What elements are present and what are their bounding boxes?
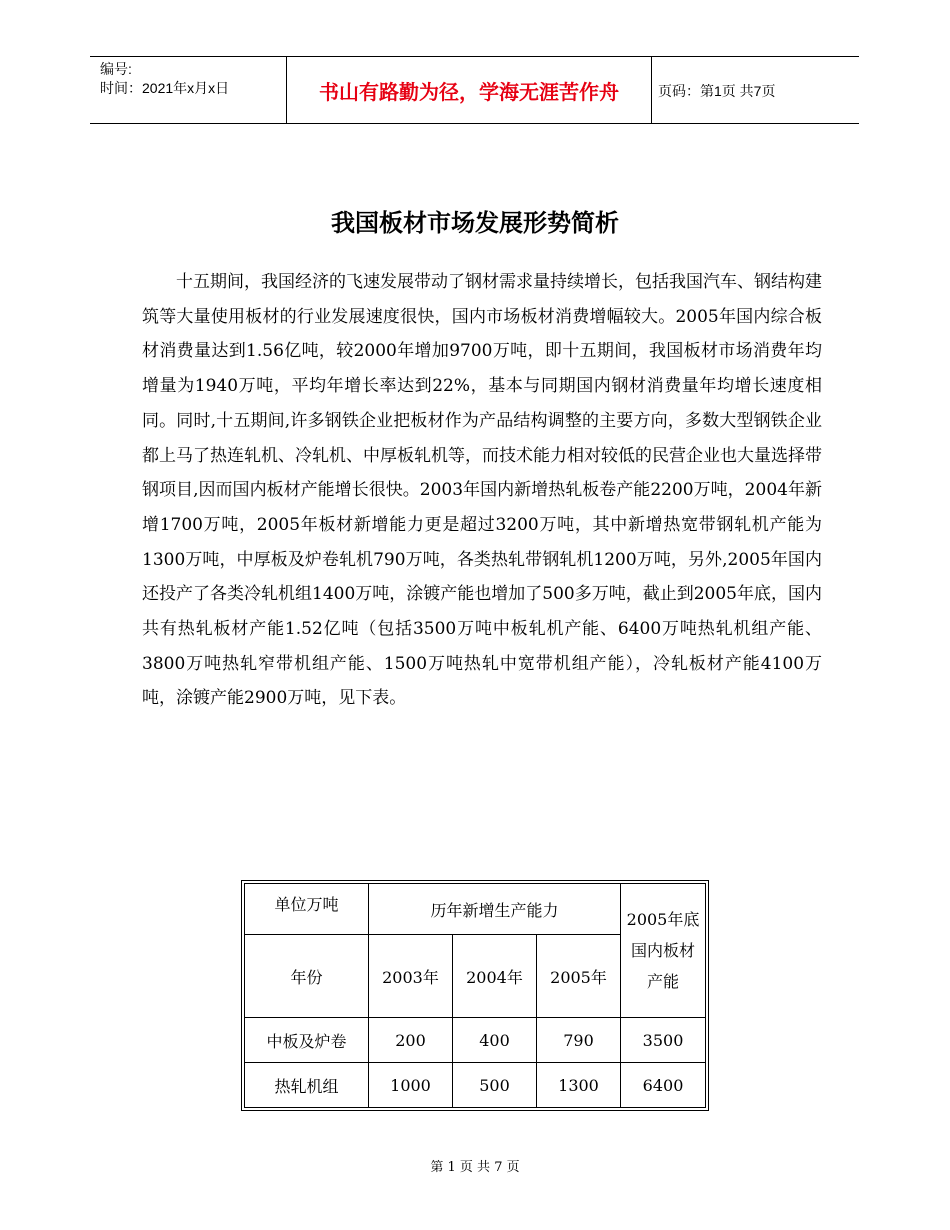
row-name-cell: 热轧机组	[245, 1063, 369, 1108]
table-row	[245, 1018, 706, 1063]
body-paragraph: 十五期间，我国经济的飞速发展带动了钢材需求量持续增长，包括我国汽车、钢结构建筑等大量使用板材的行业发展速度很快，国内市场板材消费增幅较大。2005年国内综合板材消费量达到1.56亿吨，较2000年增加9700万吨，即十五期间，我国板材市场消费年均增量为1940万吨，平均年增长率达到22%，基本与同期国内钢材消费量年均增长速度相同。同时,十五期间,许多钢铁企业把板材作为产品结构调整的主要方向，多数大型钢铁企业都上马了热连轧机、冷轧机、中厚板轧机等，而技术能力相对较低的民营企业也大量选择带钢项目,因而国内板材产能增长很快。2003年国内新增热轧板卷产能2200万吨，2004年新增1700万吨，2005年板材新增能力更是超过3200万吨，其中新增热宽带钢轧机产能为1300万吨，中厚板及炉卷轧机790万吨，各类热轧带钢轧机1200万吨，另外,2005年国内还投产了各类冷轧机组1400万吨，涂镀产能也增加了500多万吨，截止到2005年底，国内共有热轧板材产能1.52亿吨（包括3500万吨中板轧机产能、6400万吨热轧机组产能、3800万吨热轧窄带机组产能、1500万吨热轧中宽带机组产能），冷轧板材产能4100万吨，涂镀产能2900万吨，见下表。	[142, 272, 822, 709]
value-cell: 200	[369, 1018, 453, 1063]
value-cell: 400	[453, 1018, 537, 1063]
total-header-line: 产能	[647, 972, 680, 991]
value-cell: 500	[453, 1063, 537, 1108]
header-page-info: 页码：第1页 共7页	[658, 83, 776, 99]
page-footer: 第 1 页 共 7 页	[430, 1160, 520, 1175]
year-cell: 2003年	[369, 935, 453, 1018]
new-capacity-header: 历年新增生产能力	[369, 884, 621, 935]
page-header	[90, 56, 859, 124]
value-cell: 3500	[621, 1018, 706, 1063]
year-label-cell: 年份	[245, 935, 369, 1018]
document-time: 时间：2021年x月x日	[100, 80, 230, 96]
document-number-label: 编号:	[100, 61, 132, 77]
total-capacity-header	[621, 884, 706, 1018]
capacity-table	[244, 883, 706, 1108]
header-motto: 书山有路勤为径，学海无涯苦作舟	[286, 57, 652, 123]
year-cell: 2005年	[537, 935, 621, 1018]
row-name-cell: 中板及炉卷	[245, 1018, 369, 1063]
value-cell: 1000	[369, 1063, 453, 1108]
value-cell: 1300	[537, 1063, 621, 1108]
total-header-line: 国内板材	[631, 941, 696, 960]
unit-label-cell: 单位万吨	[245, 884, 369, 935]
value-cell: 6400	[621, 1063, 706, 1108]
total-header-line: 2005年底	[626, 910, 700, 929]
table-row	[245, 1063, 706, 1108]
document-title: 我国板材市场发展形势简析	[331, 209, 619, 237]
table-header-row	[245, 884, 706, 935]
value-cell: 790	[537, 1018, 621, 1063]
year-cell: 2004年	[453, 935, 537, 1018]
header-meta	[90, 57, 286, 123]
